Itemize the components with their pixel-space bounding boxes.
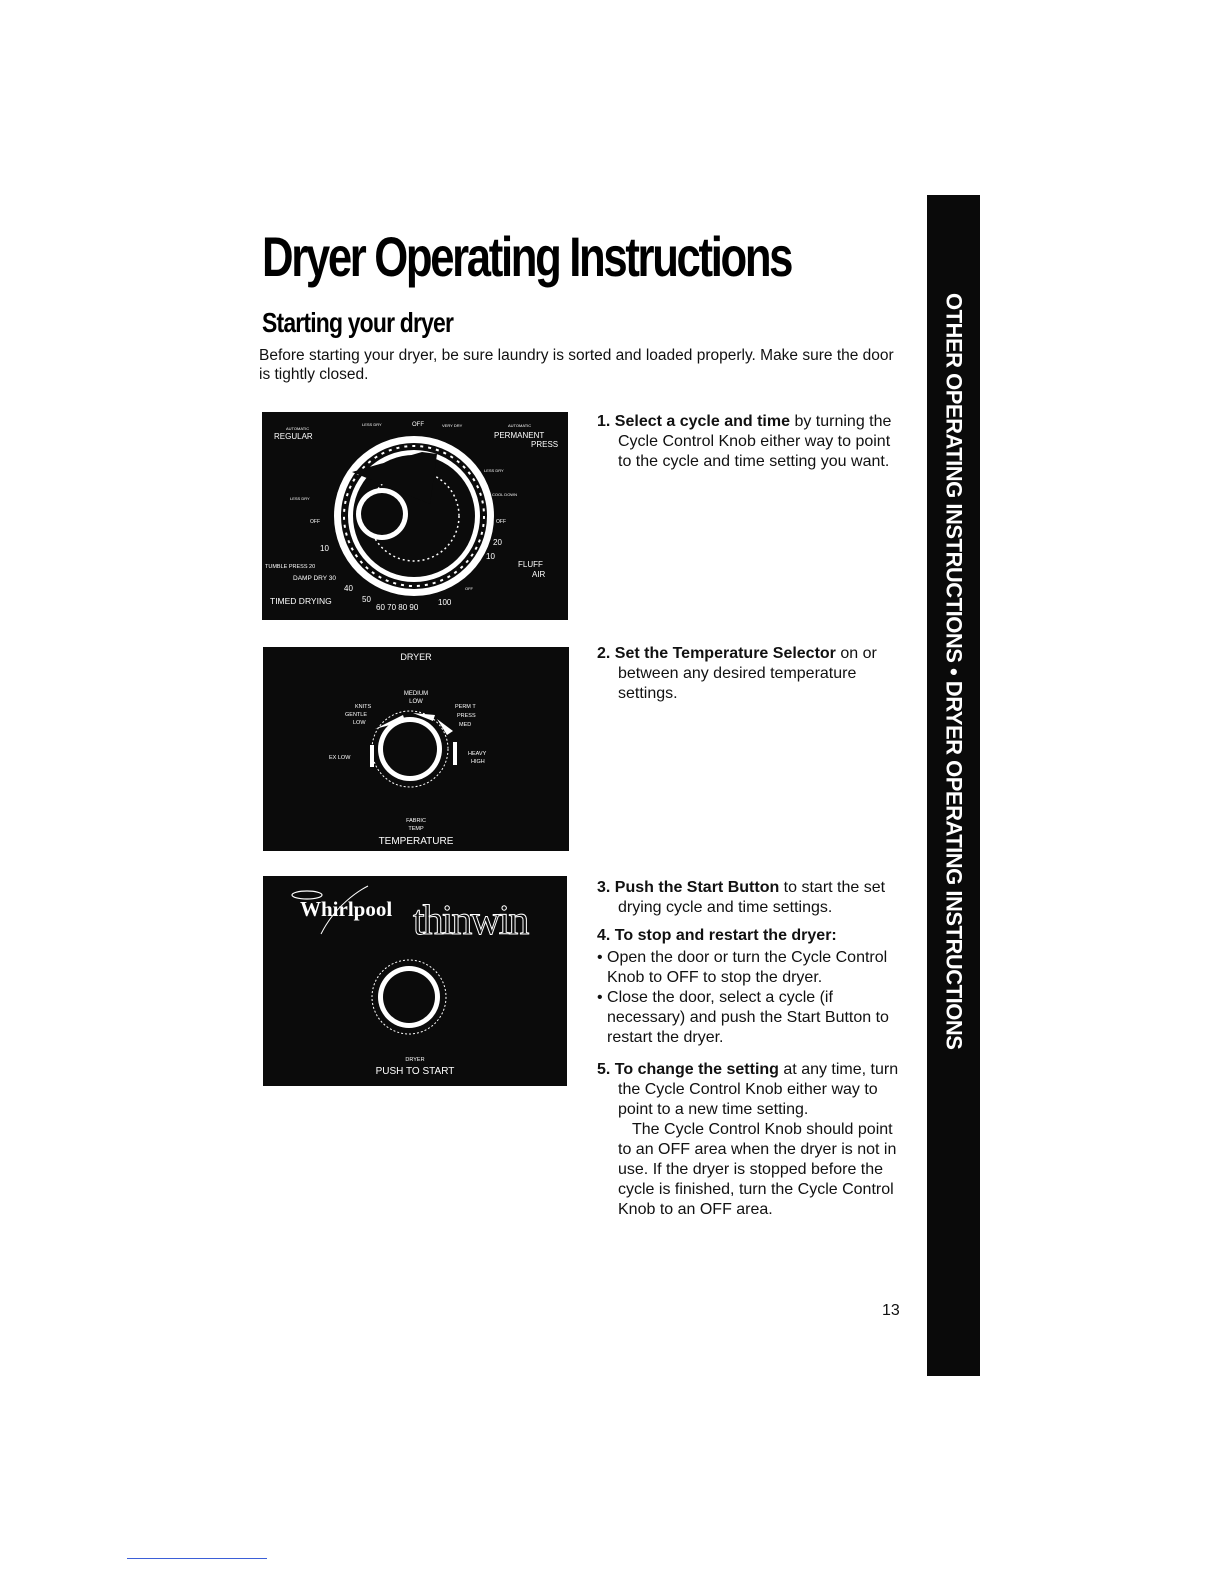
cycle-label-off-bottom: OFF: [465, 586, 473, 591]
cycle-label-100: 100: [438, 598, 452, 607]
model-name: thinwin: [413, 898, 528, 944]
step-note: The Cycle Control Knob should point to an OFF area when the dryer is not in use. If the dryer is stopped before the cycle is finished, turn the Cycle Control Knob to an OFF area.: [618, 1121, 897, 1218]
temp-footer: TEMPERATURE: [378, 836, 454, 847]
cycle-label-press: PRESS: [531, 440, 559, 449]
intro-paragraph: Before starting your dryer, be sure laundry is sorted and loaded properly. Make sure the door is tightly closed.: [259, 347, 894, 383]
temperature-selector-panel: [263, 647, 569, 851]
cycle-label-right-less: LESS DRY: [484, 468, 504, 473]
temp-label-ex-low: EX LOW: [329, 755, 351, 761]
step-lead: Select a cycle and time: [614, 413, 790, 430]
cycle-label-regular-small: AUTOMATIC: [286, 426, 310, 431]
step-3: [597, 878, 902, 918]
step-5: [597, 1060, 902, 1220]
cycle-label-off-top: OFF: [412, 422, 424, 428]
cycle-control-knob[interactable]: [334, 436, 494, 596]
temperature-knob[interactable]: [370, 711, 457, 787]
start-button-panel: [263, 876, 567, 1086]
temp-label-gentle: GENTLE: [345, 712, 368, 718]
cycle-label-less-dry: LESS DRY: [362, 422, 382, 427]
section-side-tab: [927, 195, 980, 1376]
cycle-label-10-right: 10: [486, 552, 495, 561]
cycle-label-permanent: PERMANENT: [494, 431, 545, 440]
step-text: to start the set drying cycle and time settings.: [618, 879, 886, 916]
cycle-label-right-cool: COOL DOWN: [492, 492, 517, 497]
cycle-label-tumble-press: TUMBLE PRESS 20: [265, 564, 316, 570]
step-lead: Push the Start Button: [614, 879, 780, 896]
cycle-label-timed-drying: TIMED DRYING: [270, 596, 332, 606]
page-title: Dryer Operating Instructions: [262, 225, 792, 288]
temp-label-press: PRESS: [457, 713, 476, 719]
cycle-label-ticks: 60 70 80 90: [376, 603, 419, 612]
temp-label-low-left: LOW: [353, 720, 366, 726]
temp-label-medium: MEDIUM: [403, 691, 429, 697]
temp-label-fabric: FABRIC: [406, 818, 426, 824]
brand-logo: Whirlpool: [300, 897, 393, 921]
step-text: at any time, turn the Cycle Control Knob either way to point to a new time setting.: [618, 1061, 899, 1118]
footer-rule: [127, 1558, 267, 1559]
temp-label-high: HIGH: [471, 759, 485, 765]
temp-label-low: LOW: [409, 699, 423, 705]
step-lead: Set the Temperature Selector: [614, 645, 836, 662]
step-2: [597, 644, 902, 704]
section-heading: Starting your dryer: [262, 307, 454, 338]
step-1: [597, 412, 902, 472]
temp-label-knit: KNITS: [355, 704, 372, 710]
step-number: 2.: [597, 645, 611, 662]
cycle-label-20-right: 20: [493, 538, 502, 547]
temp-label-med: MED: [459, 722, 472, 728]
page-number: 13: [882, 1302, 900, 1319]
cycle-label-left-off: OFF: [310, 519, 320, 525]
start-label-dryer: DRYER: [405, 1057, 425, 1063]
cycle-label-damp-dry: DAMP DRY 30: [293, 575, 336, 582]
step-bullet: • Open the door or turn the Cycle Control Knob to OFF to stop the dryer.: [597, 949, 888, 986]
temp-label-heavy: HEAVY: [468, 751, 487, 757]
step-number: 3.: [597, 879, 611, 896]
temp-label-temp: TEMP: [408, 826, 424, 832]
step-lead: To stop and restart the dryer:: [614, 927, 837, 944]
temp-header: DRYER: [400, 652, 432, 662]
cycle-label-50: 50: [362, 595, 371, 604]
cycle-label-right-off: OFF: [496, 519, 506, 525]
step-number: 1.: [597, 413, 611, 430]
cycle-label-very-dry: VERY DRY: [442, 423, 463, 428]
cycle-label-left-less: LESS DRY: [290, 496, 310, 501]
step-number: 4.: [597, 927, 611, 944]
start-footer: PUSH TO START: [375, 1066, 455, 1077]
side-tab-label: OTHER OPERATING INSTRUCTIONS • DRYER OPERATING INSTRUCTIONS: [941, 293, 967, 1050]
start-button[interactable]: [372, 960, 446, 1034]
step-number: 5.: [597, 1061, 611, 1078]
step-text: by turning the Cycle Control Knob either way to point to the cycle and time setting you want.: [618, 413, 892, 470]
cycle-label-fluff: FLUFF: [518, 560, 543, 569]
step-lead: To change the setting: [614, 1061, 779, 1078]
cycle-label-10-left: 10: [320, 544, 329, 553]
step-4: [597, 926, 902, 1048]
step-text: on or between any desired temperature settings.: [618, 645, 877, 702]
cycle-label-40: 40: [344, 584, 353, 593]
step-bullet: • Close the door, select a cycle (if necessary) and push the Start Button to restart the dryer.: [597, 989, 889, 1046]
temp-label-perm: PERM T: [455, 704, 476, 710]
cycle-label-air: AIR: [532, 570, 546, 579]
cycle-label-regular: REGULAR: [274, 432, 313, 441]
cycle-control-panel: [262, 412, 568, 620]
cycle-label-automatic: AUTOMATIC: [508, 423, 532, 428]
